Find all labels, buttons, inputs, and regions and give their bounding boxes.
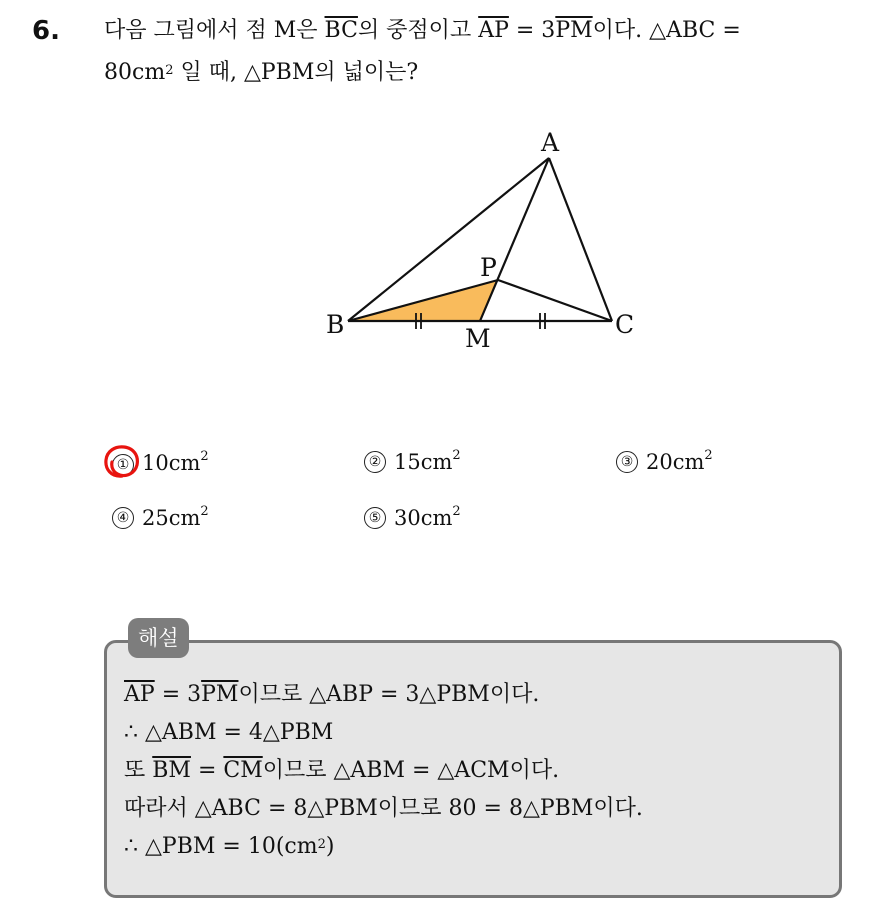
label-p: P [480,253,497,282]
segment-am [480,158,549,321]
label-c: C [615,310,635,339]
choice-2[interactable] [364,450,461,474]
label-m: M [465,324,491,353]
explanation-line-1: $\overline{AP} = 3\overline{PM}$이므로 △ABP = 3△PBM이다. [124,682,540,707]
question-text: 의 중점이고 [357,18,479,43]
explanation-line-4: 따라서 △ABC = 8△PBM이므로 80 = 8△PBM이다. [124,796,643,821]
choice-3[interactable] [616,450,713,474]
choice-number: ⑤ [364,507,386,529]
segment-pc [498,280,612,321]
choice-number: ③ [616,451,638,473]
question-text: 일 때, △PBM의 넓이는? [173,60,419,85]
choice-4[interactable] [112,506,209,530]
explanation-title: 해설 [128,618,189,658]
segment-pm: $\overline{PM}$ [555,18,593,43]
choice-value: $25cm^2$ [142,504,209,530]
question-text: = 3 [508,18,556,43]
choice-value: $20cm^2$ [646,448,713,474]
question-number: 6. [32,16,60,46]
segment-bc: $\overline{BC}$ [324,18,358,43]
label-a: A [541,128,560,157]
choice-number: ④ [112,507,134,529]
explanation-line-3: 또 $\overline{BM} = \overline{CM}$이므로 △ABM = △ACM이다. [124,758,560,783]
segment-ap: $\overline{AP}$ [478,18,509,43]
superscript: 2 [165,63,174,78]
explanation-line-5: ∴ △PBM = $10(cm^2)$ [124,834,335,859]
choice-value: $10cm^2$ [142,449,209,475]
choice-value: $15cm^2$ [394,448,461,474]
question-text: 80cm [104,60,166,85]
explanation-line-2: ∴ △ABM = 4△PBM [124,720,334,745]
choice-1[interactable] [112,450,209,476]
choice-5[interactable] [364,506,461,530]
side-ac [549,158,612,321]
label-b: B [326,310,345,339]
question-text: 다음 그림에서 점 M은 [104,18,325,43]
choice-number: ② [364,451,386,473]
question-text: 이다. △ABC = [592,18,741,43]
choice-value: $30cm^2$ [394,504,461,530]
choice-number: ① [112,450,134,476]
